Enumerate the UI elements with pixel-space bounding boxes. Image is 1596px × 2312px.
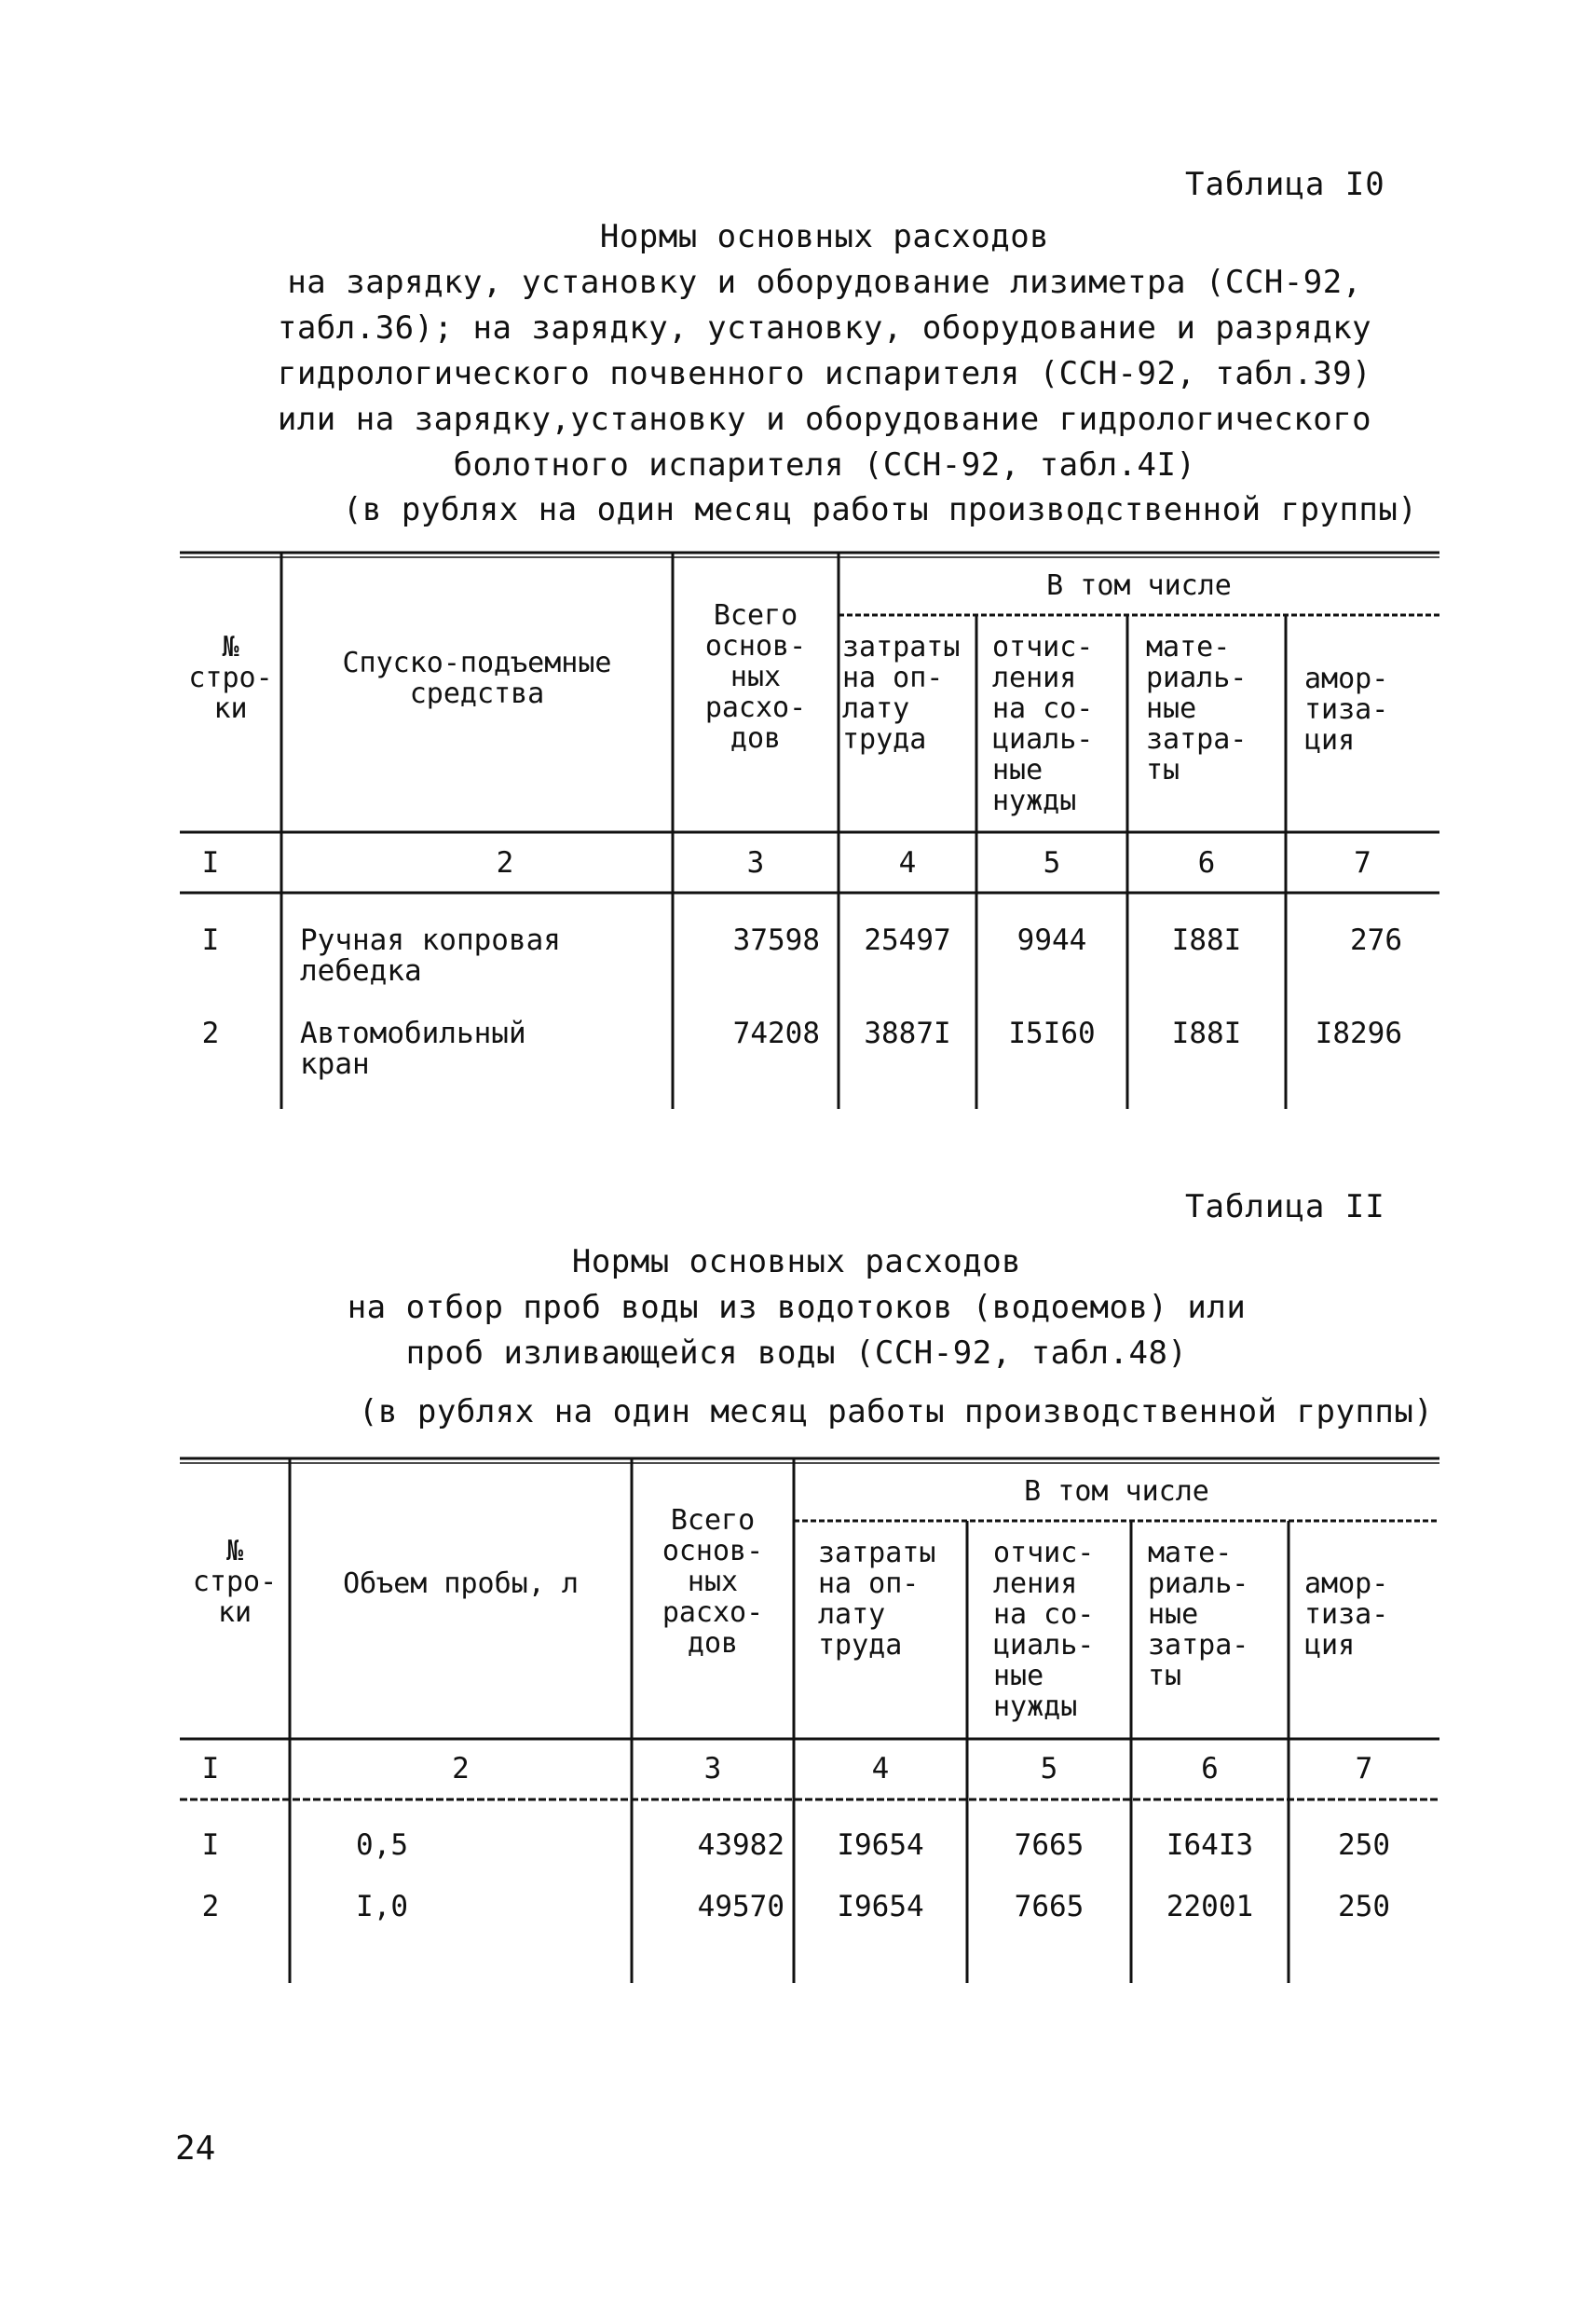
column-number: 3 [746, 846, 765, 880]
header-row-number [180, 1536, 290, 1628]
cell-social: 9944 [1016, 923, 1087, 957]
cell-social: 7665 [1014, 1828, 1084, 1862]
header-line: циаль- [992, 723, 1094, 756]
header-line: на со- [993, 1598, 1095, 1631]
column-number: 2 [496, 846, 514, 880]
row-item-name [356, 1830, 626, 1861]
header-labor [818, 1538, 967, 1661]
header-line: циаль- [993, 1629, 1095, 1662]
header-line: Всего [713, 599, 798, 632]
cell-material: I64I3 [1166, 1828, 1254, 1862]
column-number: 3 [703, 1752, 722, 1785]
page-number: 24 [175, 2129, 216, 2168]
header-line: труда [818, 1629, 903, 1662]
table-10-unit-note: (в рублях на один месяц работы производственной группы) [343, 491, 1418, 528]
header-line: амор- [1304, 663, 1389, 695]
cell-social: I5I60 [1008, 1017, 1096, 1050]
table-11-unit-note: (в рублях на один месяц работы производственной группы) [359, 1393, 1434, 1430]
column-number: 2 [452, 1752, 470, 1785]
cell-depreciation: 250 [1338, 1828, 1390, 1862]
cell-depreciation: I8296 [1315, 1017, 1402, 1050]
cell-social: 7665 [1014, 1890, 1084, 1923]
header-line: на оп- [842, 662, 944, 694]
header-line: затра- [1148, 1629, 1249, 1662]
title-line: Нормы основных расходов [571, 1243, 1022, 1280]
title-line: гидрологического почвенного испарителя (ССН-92, табл.39) [277, 355, 1372, 392]
column-number: I [201, 846, 220, 880]
header-line: риаль- [1146, 662, 1248, 694]
header-line: стро- [192, 1566, 278, 1598]
header-line: стро- [188, 662, 273, 694]
header-line: основ- [704, 630, 807, 663]
header-line: затра- [1146, 723, 1248, 756]
cell-labor: I9654 [837, 1890, 924, 1923]
header-line: нужды [992, 785, 1077, 817]
header-group: В том числе [1046, 569, 1232, 602]
header-line: на со- [992, 692, 1094, 725]
column-number: 5 [1043, 846, 1061, 880]
item-line: Автомобильный [300, 1017, 526, 1050]
header-line: средства [409, 677, 545, 710]
header-line: мате- [1148, 1537, 1233, 1569]
column-number: 5 [1040, 1752, 1058, 1785]
title-line: болотного испарителя (ССН-92, табл.4I) [453, 446, 1196, 484]
column-number: 6 [1197, 846, 1216, 880]
header-social [993, 1538, 1131, 1722]
title-line: на зарядку, установку и оборудование лизиметра (ССН-92, [287, 264, 1362, 301]
header-material [1148, 1538, 1289, 1691]
column-number: 6 [1201, 1752, 1219, 1785]
cell-material: I88I [1171, 923, 1242, 957]
column-number: 7 [1354, 846, 1371, 880]
header-group: В том числе [1024, 1475, 1209, 1508]
title-line: проб изливающейся воды (ССН-92, табл.48) [405, 1334, 1188, 1372]
header-line: труда [842, 723, 927, 756]
cell-labor: I9654 [837, 1828, 924, 1862]
item-line: лебедка [300, 954, 422, 988]
header-line: дов [687, 1627, 739, 1660]
header-line: затраты [818, 1537, 936, 1569]
header-line: отчис- [993, 1537, 1095, 1569]
title-line: или на зарядку,установку и оборудование гидрологического [277, 401, 1372, 438]
column-number: 4 [871, 1752, 890, 1785]
cell-material: I88I [1171, 1017, 1242, 1050]
header-line: ных [687, 1566, 739, 1598]
header-item [290, 1568, 632, 1599]
header-line: ные [1148, 1598, 1199, 1631]
header-line: основ- [662, 1535, 764, 1567]
cell-total: 74208 [732, 1017, 820, 1050]
header-line: ция [1304, 1629, 1356, 1662]
header-line: Объем пробы, л [343, 1567, 579, 1600]
header-line: ки [217, 1596, 252, 1629]
table-11-label: Таблица II [1185, 1188, 1385, 1225]
row-number: I [201, 1828, 220, 1862]
header-line: амор- [1304, 1567, 1389, 1600]
header-line: тиза- [1304, 693, 1389, 726]
title-line: на отбор проб воды из водотоков (водоемов) или [347, 1289, 1247, 1326]
header-line: ция [1304, 724, 1356, 757]
header-line: ты [1146, 754, 1180, 787]
item-line: I,0 [356, 1890, 408, 1923]
header-line: Всего [670, 1504, 756, 1537]
header-line: затраты [842, 631, 961, 664]
header-line: ных [730, 661, 782, 693]
header-line: ления [992, 662, 1077, 694]
header-line: ные [992, 754, 1044, 787]
cell-labor: 25497 [864, 923, 951, 957]
header-line: нужды [993, 1690, 1078, 1723]
cell-total: 49570 [697, 1890, 784, 1923]
column-number: I [201, 1752, 220, 1785]
header-line: № [225, 1535, 244, 1567]
cell-total: 43982 [697, 1828, 784, 1862]
title-line: табл.36); на зарядку, установку, оборудование и разрядку [277, 309, 1372, 347]
table-10-label: Таблица I0 [1185, 166, 1385, 203]
cell-material: 22001 [1166, 1890, 1254, 1923]
header-line: ления [993, 1567, 1078, 1600]
header-line: дов [730, 722, 782, 755]
title-line: Нормы основных расходов [599, 218, 1050, 255]
header-line: лату [818, 1598, 886, 1631]
header-line: ки [213, 692, 248, 725]
header-line: лату [842, 692, 910, 725]
row-number: I [201, 923, 220, 957]
cell-labor: 3887I [864, 1017, 951, 1050]
header-line: риаль- [1148, 1567, 1249, 1600]
row-number: 2 [201, 1890, 220, 1923]
header-line: ные [993, 1660, 1044, 1692]
column-number: 4 [898, 846, 917, 880]
header-line: на оп- [818, 1567, 920, 1600]
header-line: ные [1146, 692, 1197, 725]
header-line: отчис- [992, 631, 1094, 664]
header-line: № [222, 631, 239, 664]
header-total [632, 1505, 794, 1659]
header-line: ты [1148, 1660, 1182, 1692]
header-line: расхо- [704, 691, 807, 724]
cell-depreciation: 276 [1350, 923, 1402, 957]
header-line: Спуско-подъемные [342, 647, 612, 679]
cell-depreciation: 250 [1338, 1890, 1390, 1923]
header-depreciation [1304, 1568, 1439, 1661]
cell-total: 37598 [732, 923, 820, 957]
header-line: мате- [1146, 631, 1231, 664]
header-line: расхо- [662, 1596, 764, 1629]
column-number: 7 [1355, 1752, 1373, 1785]
item-line: Ручная копровая [300, 923, 561, 957]
item-line: 0,5 [356, 1828, 408, 1862]
row-item-name [356, 1892, 626, 1922]
header-line: тиза- [1304, 1598, 1389, 1631]
row-number: 2 [201, 1017, 220, 1050]
item-line: кран [300, 1047, 370, 1081]
